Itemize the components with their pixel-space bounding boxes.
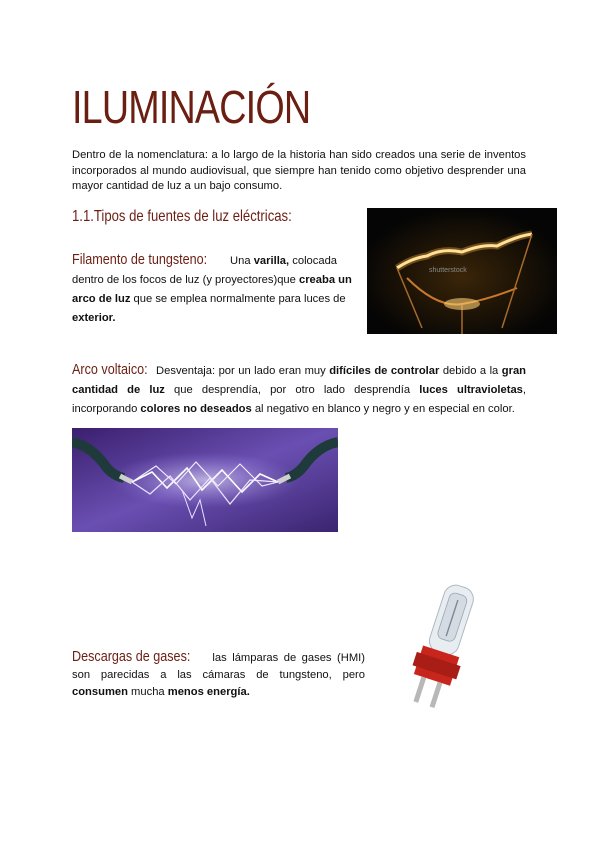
filament-photo (367, 208, 557, 334)
arc-photo (72, 428, 338, 532)
tungsteno-text-2: colocada dentro de los focos de luz (y proyectores)que (72, 255, 338, 286)
arco-text-1: Desventaja: por un lado eran muy (156, 365, 330, 377)
tungsteno-bold-1: varilla, (253, 255, 290, 267)
arco-bold-2: gran cantidad de luz (72, 365, 526, 396)
arco-bold-1: difíciles de controlar (329, 365, 440, 377)
tungsteno-bold-3: exterior. (72, 312, 116, 324)
arco-bold-4: colores no deseados (140, 403, 252, 415)
tungsteno-text-3: que se emplea normalmente para luces de (130, 293, 346, 305)
gases-paragraph (72, 648, 365, 701)
svg-text:shutterstock: shutterstock (429, 267, 467, 274)
section-heading: 1.1.Tipos de fuentes de luz eléctricas: (72, 208, 292, 225)
arco-text-4: , incorporando (72, 384, 527, 415)
arco-text-5: al negativo en blanco y negro y en especial en color. (251, 403, 515, 415)
arco-heading: Arco voltaico: (72, 361, 148, 378)
tungsteno-text-1: Una (226, 255, 254, 267)
arco-paragraph (72, 360, 526, 419)
tungsteno-bold-2: creaba un arco de luz (72, 274, 352, 305)
gases-text-1: las lámparas de gases (HMI) son parecidas a las cámaras de tungsteno, pero (72, 652, 365, 681)
gases-bold-1: consumen (72, 686, 128, 698)
gases-text-2: mucha (127, 686, 168, 698)
arco-bold-3: luces ultravioletas (419, 384, 523, 396)
arco-text-3: que desprendía, por otro lado desprendía (164, 384, 420, 396)
gases-heading: Descargas de gases: (72, 648, 191, 665)
arco-text-2: debido a la (439, 365, 502, 377)
gases-bold-2: menos energía. (167, 686, 250, 698)
hmi-lamp-photo (390, 576, 498, 716)
intro-paragraph: Dentro de la nomenclatura: a lo largo de la historia han sido creados una serie de inventos incorporados al mundo audiovisual, que siempre han tenido como objetivo desprender una mayor cantidad de luz a un bajo consumo. (72, 149, 526, 192)
tungsteno-heading: Filamento de tungsteno: (72, 251, 208, 268)
tungsteno-paragraph (72, 250, 358, 328)
page-title: ILUMINACIÓN (72, 81, 311, 133)
